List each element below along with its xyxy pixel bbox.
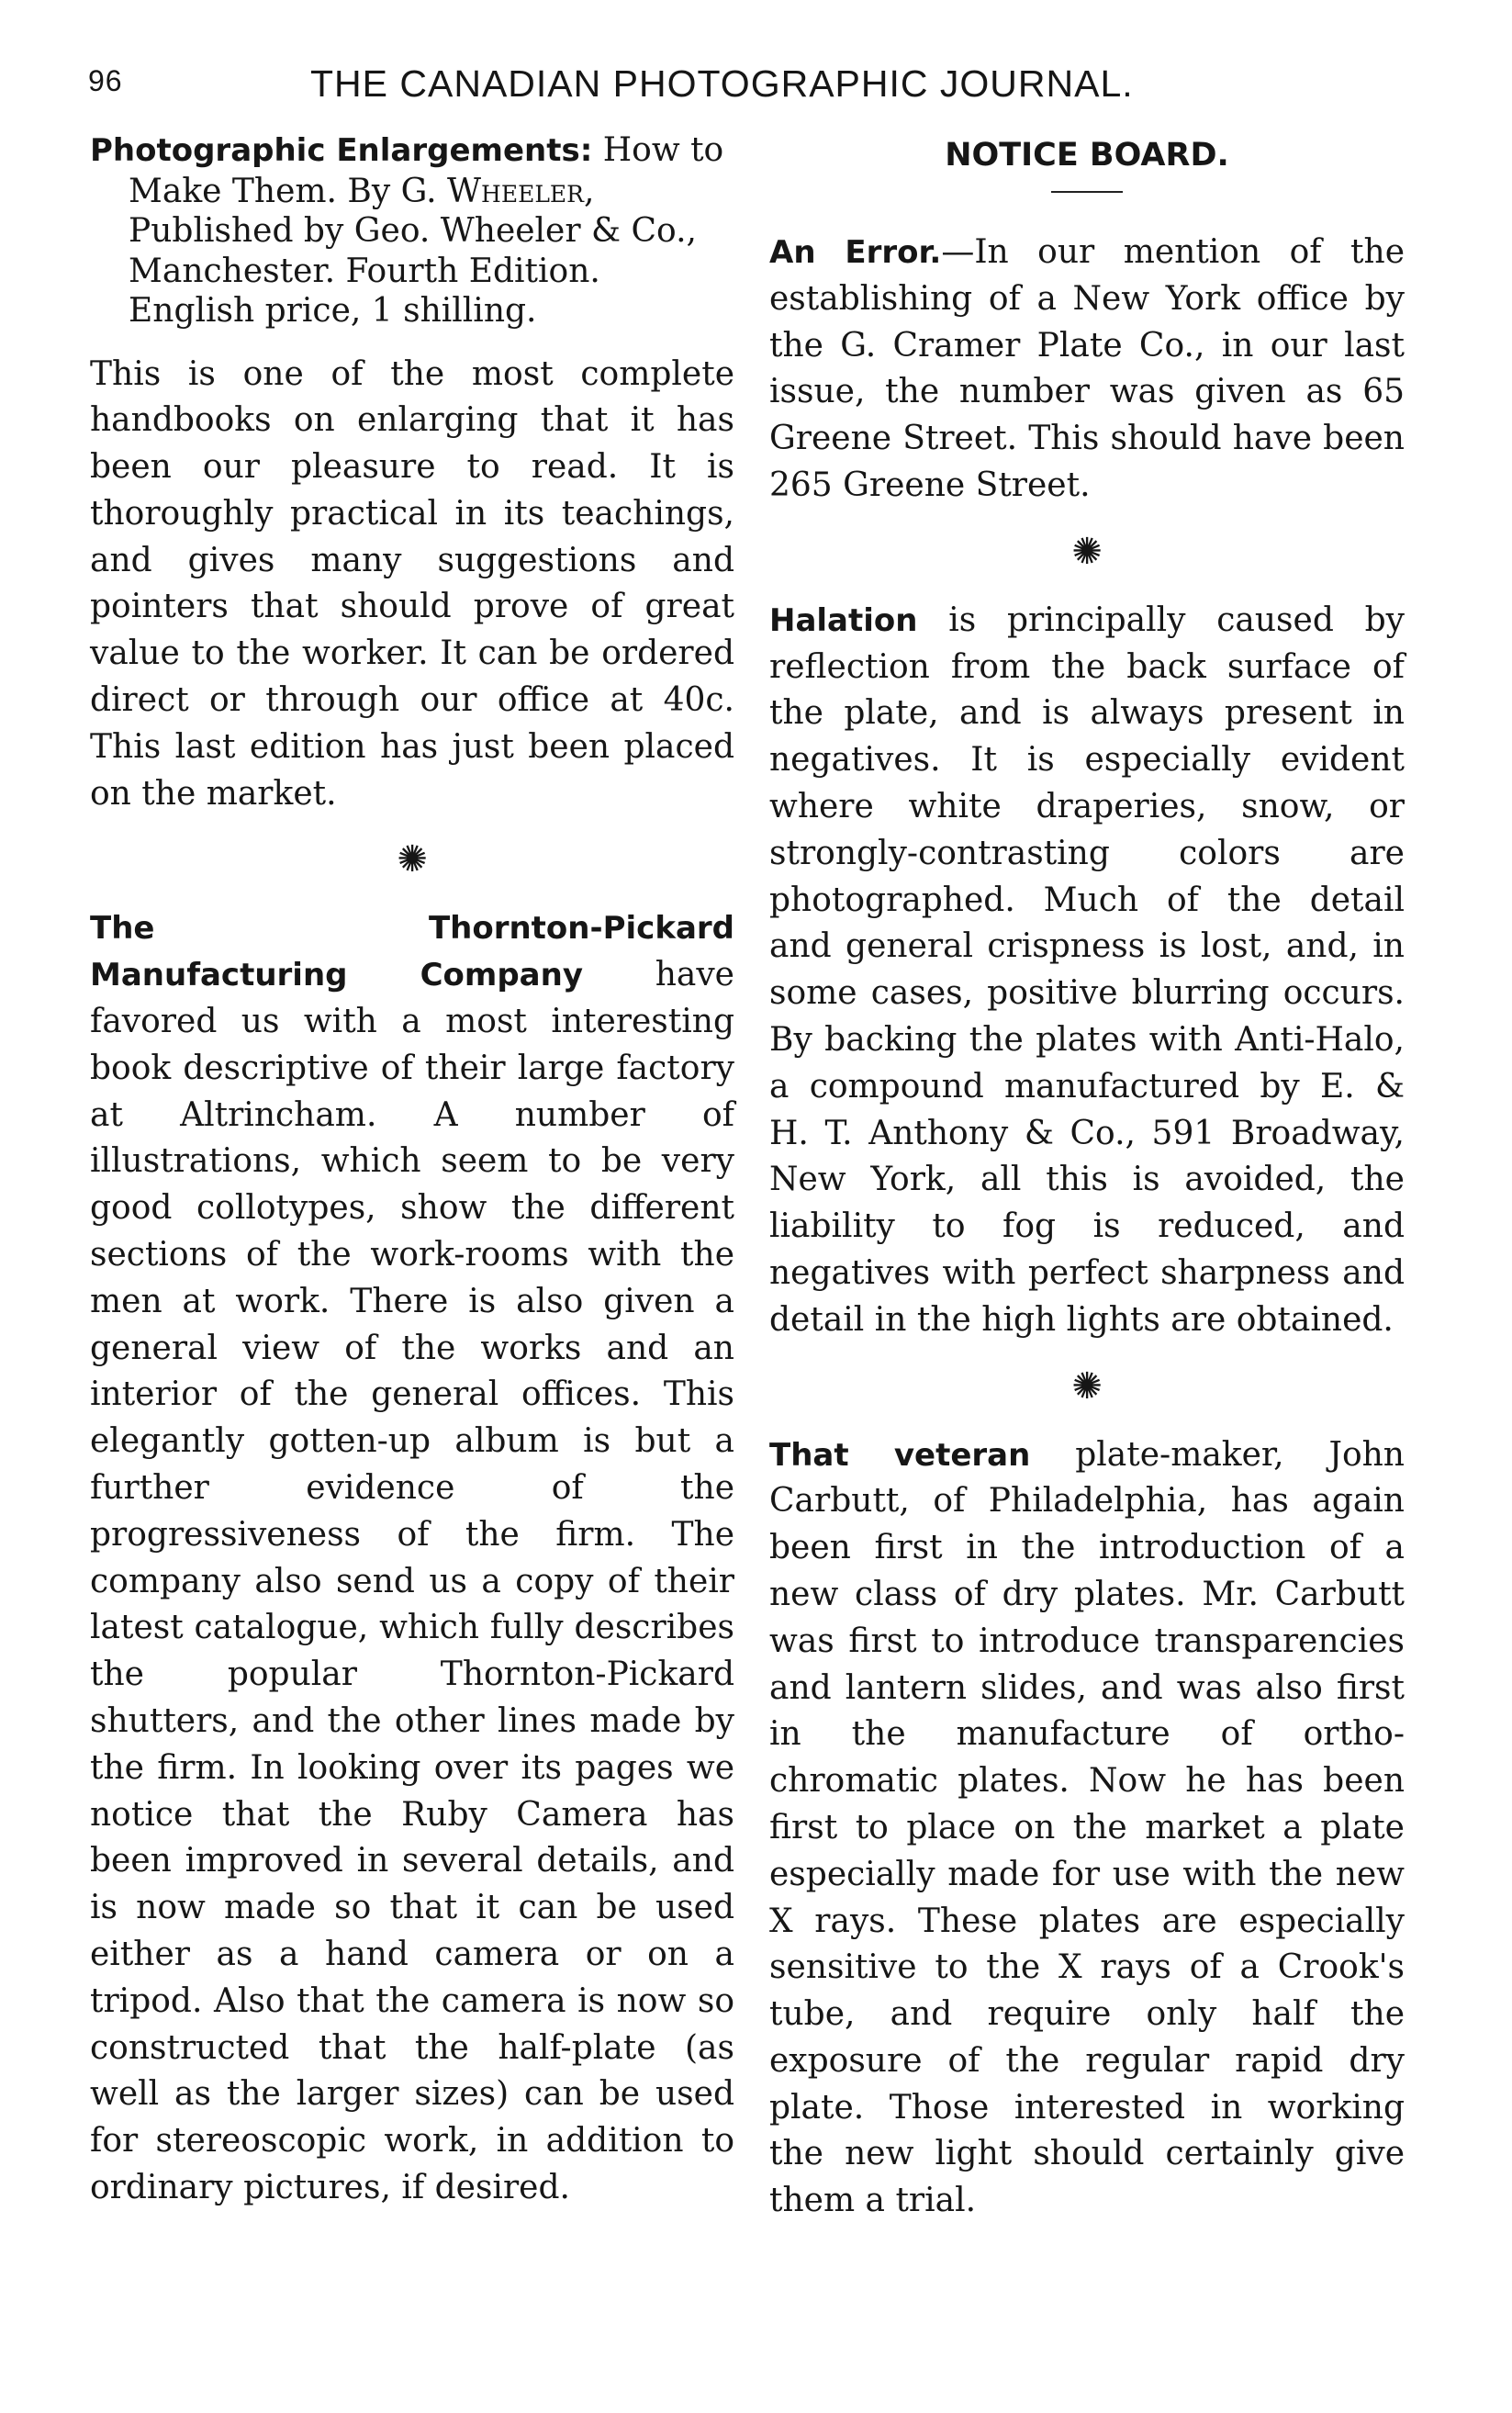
thornton-paragraph [90,905,734,2211]
section-ornament: ✺ [397,838,428,881]
halation-notice [769,598,1405,1344]
review-paragraph: This is one of the most complete handbooks on enlarging that it has been our pleasure to read. It is thoroughly practical in its teachings, and gives many suggestions and pointers that should prove of great value to the worker. It can be ordered direct or through our office at 40c. This last edition has just been placed on the market. [90,354,734,813]
journal-title: THE CANADIAN PHOTOGRAPHIC JOURNAL. [310,62,1134,105]
thornton-text: have favored us with a most interesting book descriptive of their large factory at Altrincham. A number of illustrations, which seem to be very good collotypes, show the different sections of the work-rooms with the men at work. There is also given a general view of the works and an interior of the general offices. This elegantly gotten-up album is but a further evidence of the progressiveness of the firm. The company also send us a copy of their latest catalogue, which fully describes the popular Thornton-Pickard shutters, and the other lines made by the firm. In looking over its pages we notice that the Ruby Camera has been improved in several details, and is now made so that it can be used either as a hand camera or on a tripod. Also that the camera is now so constructed that the half-plate (as well as the larger sizes) can be used for stereoscopic work, in addition to ordinary pictures, if desired. [90,956,734,2206]
thornton-lead: The Thornton-Pickard Manufacturing Company [90,910,734,994]
left-column [90,130,734,2212]
carbutt-lead: That veteran [769,1436,1031,1474]
right-column [769,130,1405,2225]
page-header [81,59,1348,114]
book-citation [90,130,734,331]
carbutt-notice [769,1432,1405,2226]
citation-author: Wheeler, [447,172,595,210]
halation-lead: Halation [769,601,918,639]
page-number: 96 [88,64,123,97]
error-lead: An Error. [769,234,942,271]
citation-text: How to Make Them. By G. [129,131,724,210]
section-ornament: ✺ [1071,530,1103,573]
halation-text: is principally caused by reflection from the back surface of the plate, and is always present in negatives. It is especially evident where white draperies, snow, or strongly-contrasting colors are photographed. Much of the detail and general crispness is lost, and, in some cases, positive blurring occurs. By backing the plates with Anti-Halo, a compound manufactured by E. & H. T. Anthony & Co., 591 Broadway, New York, all this is avoided, the liability to fog is reduced, and negatives with perfect sharpness and detail in the high lights are obtained. [769,600,1405,1339]
error-notice [769,230,1405,510]
carbutt-text: plate-maker, John Carbutt, of Philadelphia, has again been first in the introduction of a new class of dry plates. Mr. Carbutt was first to introduce transparencies and lantern slides, and was also first in the manufacture of ortho-chromatic plates. Now he has been first to place on the market a plate especially made for use with the new X rays. These plates are especially sensitive to the X rays of a Crook's tube, and require only half the exposure of the regular rapid dry plate. Those interested in working the new light should certainly give them a trial. [769,1435,1405,2220]
book-title: Photographic Enlargements: [90,132,593,169]
citation-details: Published by Geo. Wheeler & Co., Manchester. Fourth Edition. English price, 1 shilling. [129,212,697,330]
error-text: —In our mention of the establishing of a New York office by the G. Cramer Plate Co., in our last issue, the number was given as 65 Greene Street. This should have been 265 Greene Street. [769,233,1406,504]
section-ornament: ✺ [1071,1364,1103,1408]
notice-board-heading: NOTICE BOARD. [945,137,1229,174]
heading-rule [1051,191,1123,193]
